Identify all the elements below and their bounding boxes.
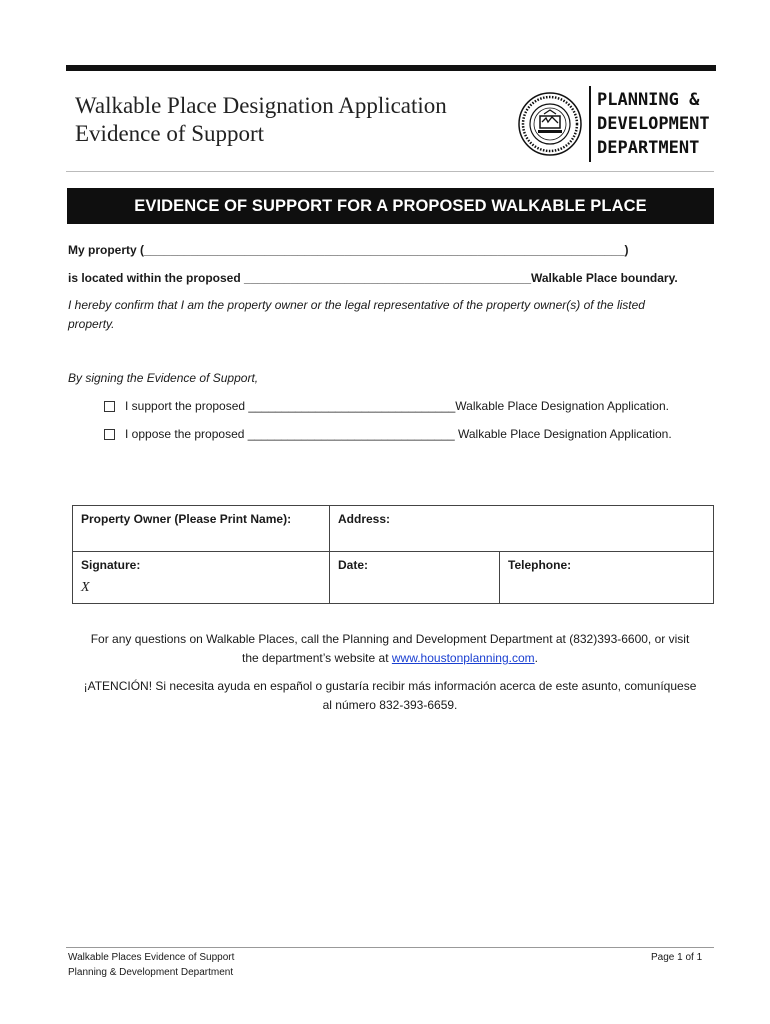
signature-cell[interactable] — [73, 552, 330, 604]
contact-info — [60, 630, 720, 668]
signature-table — [72, 505, 714, 604]
department-logo-text — [597, 88, 710, 160]
telephone-label: Telephone: — [508, 558, 572, 572]
date-cell[interactable] — [330, 552, 500, 604]
support-option-label: I support the proposed _______________________________Walkable Place Designation Application. — [125, 399, 669, 413]
footer-left — [68, 950, 234, 980]
spanish-line-2: al número 832-393-6659. — [322, 698, 458, 712]
oppose-checkbox[interactable] — [104, 429, 115, 440]
confirm-text-line-2: property. — [68, 317, 115, 331]
contact-line-2 — [60, 649, 720, 668]
header-divider — [66, 171, 714, 172]
dept-line-2: DEVELOPMENT — [597, 114, 710, 134]
located-line[interactable]: is located within the proposed ___________________________________________Walkable Place boundary. — [68, 271, 678, 285]
dept-line-3: DEPARTMENT — [597, 138, 700, 158]
address-cell[interactable] — [330, 506, 714, 552]
document-title — [75, 92, 515, 148]
top-rule — [66, 65, 716, 71]
page-number: Page 1 of 1 — [651, 952, 703, 963]
oppose-option-label: I oppose the proposed _______________________________ Walkable Place Designation Application. — [125, 427, 672, 441]
spanish-line-1: ¡ATENCIÓN! Si necesita ayuda en español o gustaría recibir más información acerca de este asunto, comuníquese — [83, 679, 697, 693]
contact-line-2-prefix: the department’s website at — [242, 651, 392, 665]
signature-x-mark: X — [81, 580, 90, 595]
owner-name-cell[interactable] — [73, 506, 330, 552]
confirm-text-line-1: I hereby confirm that I am the property owner or the legal representative of the property owner(s) of the listed — [68, 298, 645, 312]
section-banner: EVIDENCE OF SUPPORT FOR A PROPOSED WALKABLE PLACE — [67, 188, 714, 224]
owner-name-label: Property Owner (Please Print Name): — [81, 512, 292, 526]
telephone-cell[interactable] — [500, 552, 714, 604]
dept-line-1: PLANNING & — [597, 90, 700, 110]
address-label: Address: — [338, 512, 391, 526]
title-line-1: Walkable Place Designation Application — [75, 93, 447, 118]
department-divider — [589, 86, 591, 162]
signature-label: Signature: — [81, 558, 141, 572]
contact-line-2-suffix: . — [534, 651, 538, 665]
date-label: Date: — [338, 558, 369, 572]
spanish-notice — [60, 677, 720, 715]
title-line-2: Evidence of Support — [75, 121, 265, 146]
signing-intro: By signing the Evidence of Support, — [68, 371, 259, 385]
property-line[interactable]: My property (________________________________________________________________________) — [68, 243, 629, 257]
footer-line-2: Planning & Development Department — [68, 967, 234, 978]
footer-line-1: Walkable Places Evidence of Support — [68, 952, 235, 963]
city-seal-icon — [518, 92, 582, 156]
footer-divider — [66, 947, 714, 948]
website-link[interactable]: www.houstonplanning.com — [391, 651, 535, 665]
support-checkbox[interactable] — [104, 401, 115, 412]
contact-line-1: For any questions on Walkable Places, call the Planning and Development Department at (832)393-6600, or visit — [90, 632, 690, 646]
